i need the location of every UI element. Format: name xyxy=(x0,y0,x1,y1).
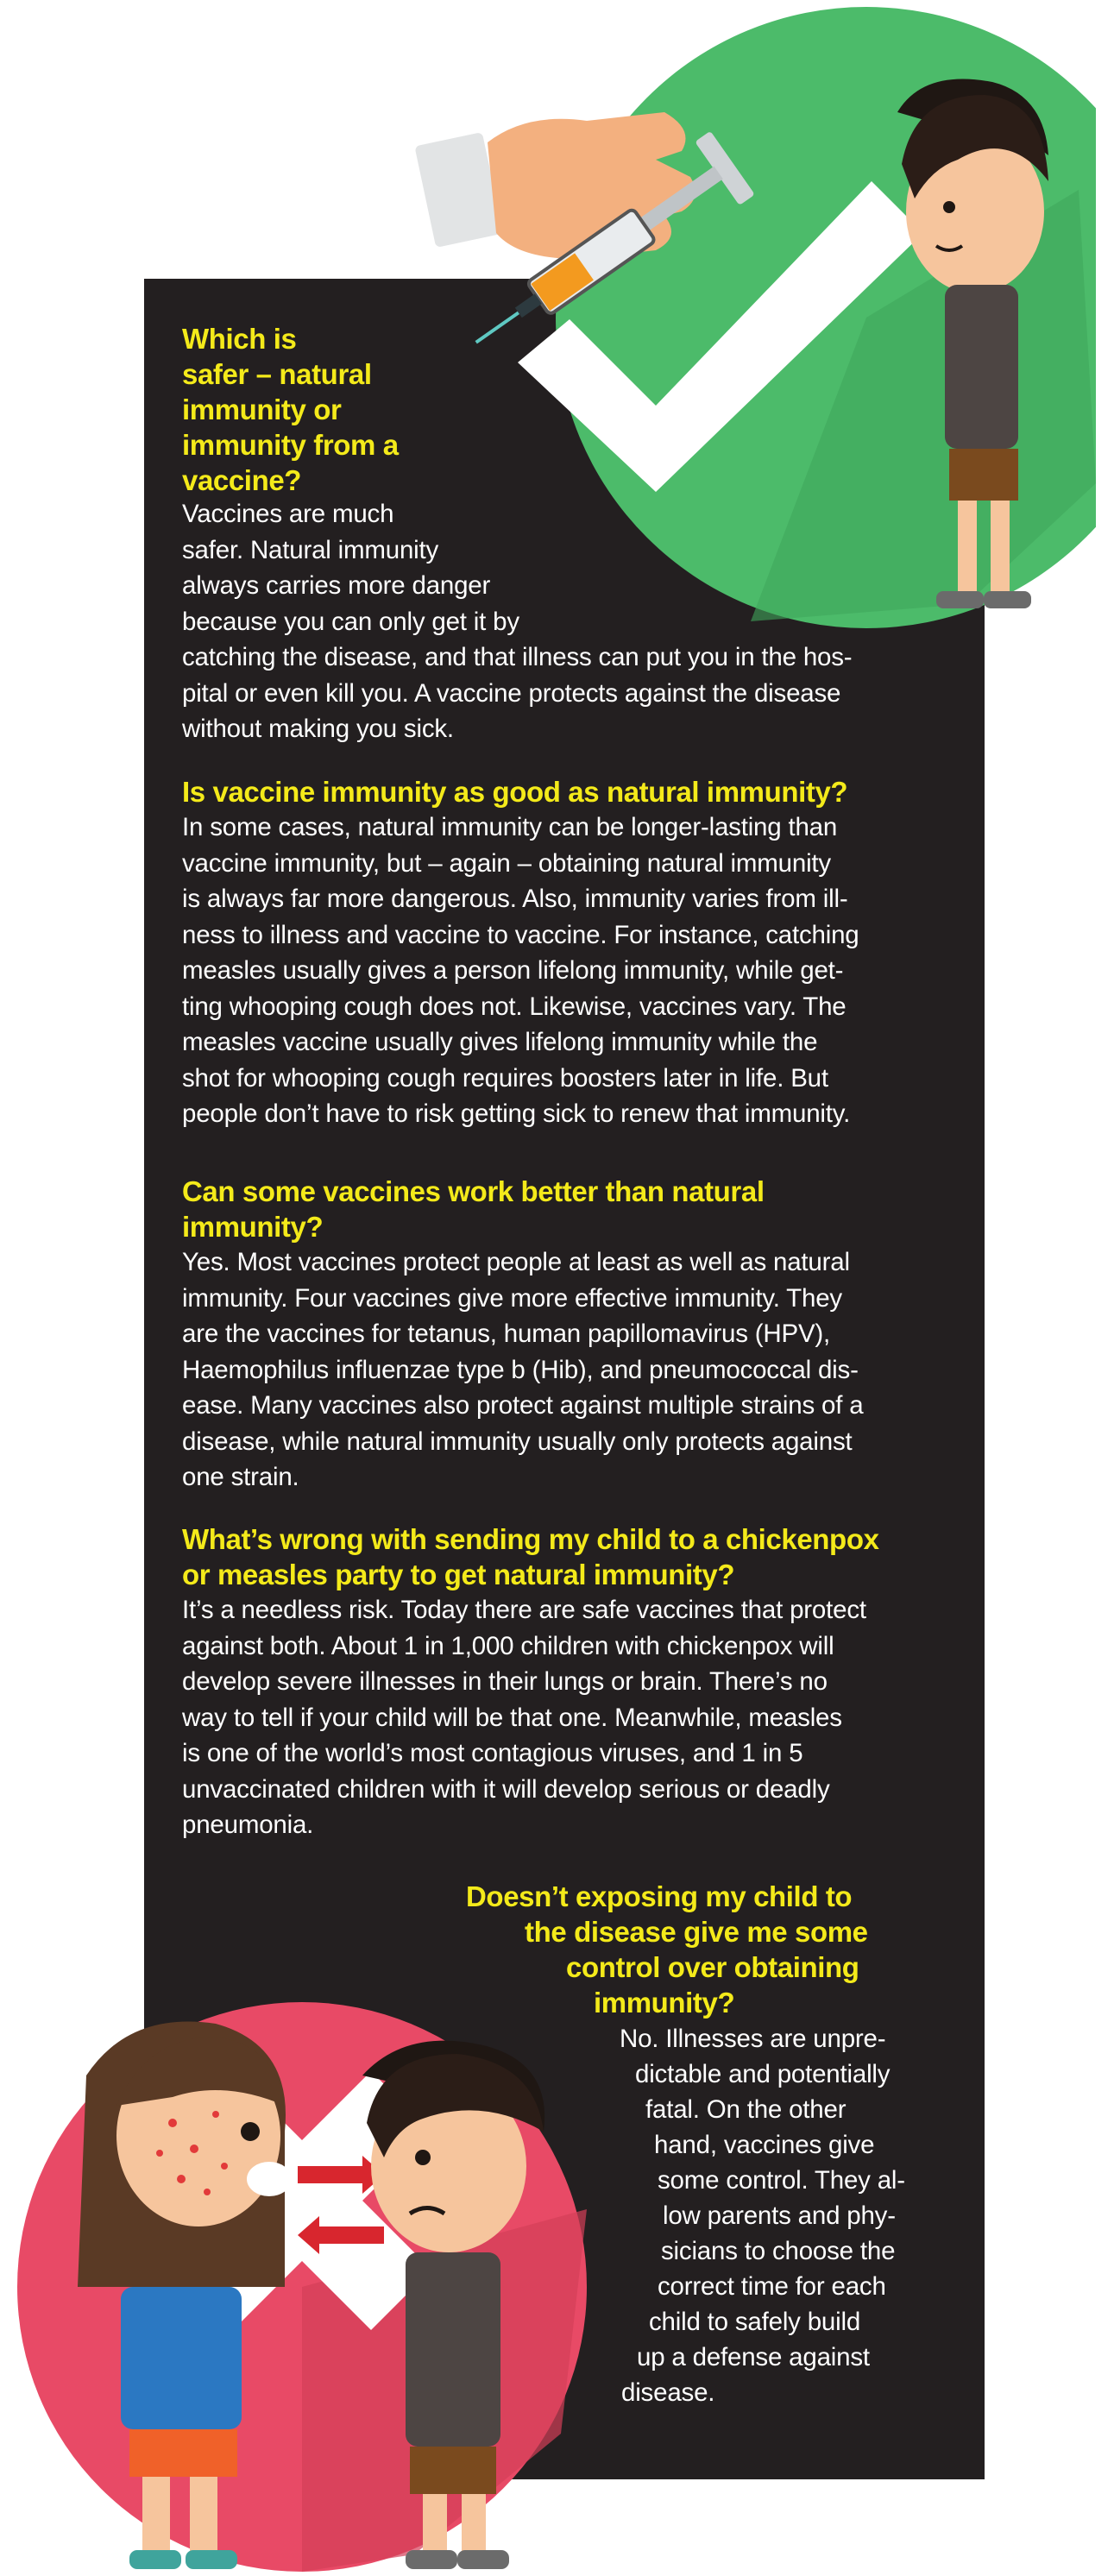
body-line: disease. xyxy=(621,2378,715,2407)
body-line: is always far more dangerous. Also, immunity varies from ill- xyxy=(182,885,848,913)
heading-line: immunity? xyxy=(594,1987,735,2019)
body-line: people don’t have to risk getting sick to renew that immunity. xyxy=(182,1099,851,1128)
body-line: low parents and phy- xyxy=(663,2201,896,2230)
body-line: shot for whooping cough requires boosters later in life. But xyxy=(182,1063,828,1093)
body-line: safer. Natural immunity xyxy=(182,535,439,564)
body-line: always carries more danger xyxy=(182,571,491,600)
heading-line: Doesn’t exposing my child to xyxy=(466,1880,853,1912)
body-line: immunity. Four vaccines give more effective immunity. They xyxy=(182,1283,842,1313)
exposure-illustration xyxy=(0,1881,664,2576)
body-line: It’s a needless risk. Today there are safe vaccines that protect xyxy=(182,1596,866,1624)
body-line: Vaccines are much xyxy=(182,500,394,528)
section-3-body xyxy=(182,1244,863,1496)
body-line: develop severe illnesses in their lungs or brain. There’s no xyxy=(182,1667,828,1696)
section-2-heading xyxy=(182,774,847,809)
body-line: are the vaccines for tetanus, human papillomavirus (HPV), xyxy=(182,1319,831,1348)
body-line: vaccine immunity, but – again – obtaining natural immunity xyxy=(182,848,831,878)
body-line: measles vaccine usually gives lifelong immunity while the xyxy=(182,1028,818,1056)
heading-line: Which is xyxy=(182,323,297,355)
body-line: sicians to choose the xyxy=(661,2237,896,2265)
body-line: without making you sick. xyxy=(182,715,454,743)
body-line: catching the disease, and that illness can put you in the hos- xyxy=(182,643,853,671)
body-line: against both. About 1 in 1,000 children with chickenpox will xyxy=(182,1631,834,1660)
heading-line: immunity? xyxy=(182,1211,324,1243)
body-line: pneumonia. xyxy=(182,1811,314,1839)
body-line: Yes. Most vaccines protect people at least as well as natural xyxy=(182,1248,850,1276)
heading-line: vaccine? xyxy=(182,464,302,496)
body-line: In some cases, natural immunity can be longer-lasting than xyxy=(182,813,838,841)
body-line: up a defense against xyxy=(637,2343,870,2371)
body-line: Haemophilus influenzae type b (Hib), and pneumococcal dis- xyxy=(182,1355,859,1384)
body-line: ting whooping cough does not. Likewise, vaccines vary. The xyxy=(182,992,847,1021)
heading-line: Can some vaccines work better than natural xyxy=(182,1175,765,1207)
body-line: one strain. xyxy=(182,1463,299,1491)
heading-line: or measles party to get natural immunity? xyxy=(182,1559,735,1590)
body-line: ness to illness and vaccine to vaccine. For instance, catching xyxy=(182,920,859,949)
body-line: way to tell if your child will be that one. Meanwhile, measles xyxy=(182,1703,842,1732)
body-line: pital or even kill you. A vaccine protects against the disease xyxy=(182,678,841,708)
section-1-body xyxy=(182,496,852,747)
body-line: unvaccinated children with it will develop serious or deadly xyxy=(182,1774,830,1804)
section-2-body xyxy=(182,809,859,1132)
body-line: some control. They al- xyxy=(658,2166,905,2195)
body-line: is one of the world’s most contagious viruses, and 1 in 5 xyxy=(182,1739,803,1767)
section-4-heading xyxy=(182,1521,879,1592)
body-line: correct time for each xyxy=(658,2272,886,2301)
heading-line: What’s wrong with sending my child to a chickenpox xyxy=(182,1523,879,1555)
body-line: dictable and potentially xyxy=(635,2060,891,2088)
heading-line: Is vaccine immunity as good as natural immunity? xyxy=(182,776,848,808)
heading-line: control over obtaining xyxy=(566,1951,859,1983)
body-line: No. Illnesses are unpre- xyxy=(620,2025,886,2053)
heading-line: immunity from a xyxy=(182,429,399,461)
body-line: ease. Many vaccines also protect against multiple strains of a xyxy=(182,1391,864,1420)
body-line: fatal. On the other xyxy=(645,2095,847,2124)
body-line: child to safely build xyxy=(649,2308,861,2336)
heading-line: the disease give me some xyxy=(525,1916,868,1948)
section-1-heading xyxy=(182,321,399,498)
body-line: because you can only get it by xyxy=(182,607,519,636)
body-line: hand, vaccines give xyxy=(654,2131,875,2159)
heading-line: immunity or xyxy=(182,394,342,425)
body-line: disease, while natural immunity usually only protects against xyxy=(182,1427,853,1456)
body-line: measles usually gives a person lifelong immunity, while get- xyxy=(182,956,844,985)
heading-line: safer – natural xyxy=(182,358,372,390)
section-4-body xyxy=(182,1592,866,1843)
section-3-heading xyxy=(182,1174,765,1244)
